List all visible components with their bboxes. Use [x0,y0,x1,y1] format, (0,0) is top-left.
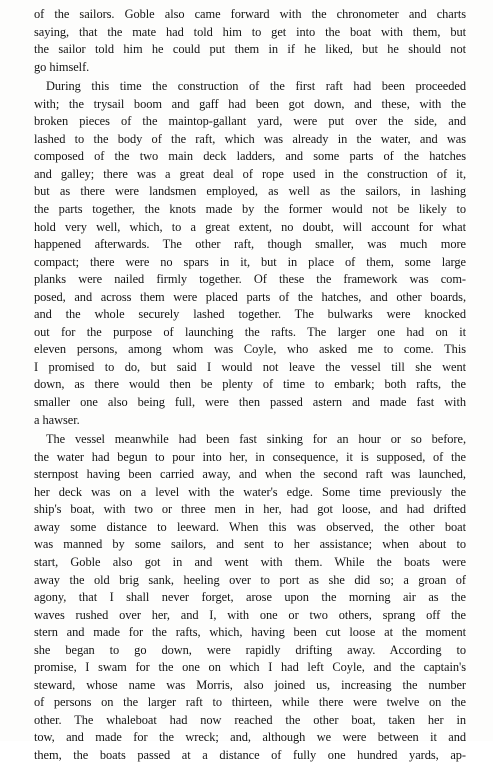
text-line: happened afterwards. The other raft, though smaller, was much more [34,237,466,252]
text-line: her deck was on a level with the water's edge. Some time previously the [34,484,466,499]
text-line: them, the boats passed at a distance of fully one hundred yards, ap- [34,747,466,762]
text-line: tow, and made for the wreck; and, although we were between it and [34,730,466,745]
text-line: out for the purpose of launching the rafts. The larger one had on it [34,324,466,339]
text-line: The vessel meanwhile had been fast sinking for an hour or so before, [46,432,466,447]
text-line: sternpost having been carried away, and when the second raft was launched, [34,467,466,482]
text-line: ship's boat, with two or three men in her, had got loose, and had drifted [34,502,466,517]
text-line: the parts together, the knots made by the former would not be likely to [34,202,466,217]
text-line: a hawser. [34,412,80,427]
text-line: was manned by some sailors, and sent to her assistance; when about to [34,537,466,552]
text-line: go himself. [34,59,90,74]
text-line: hold very well, which, to a great extent, no doubt, will account for what [34,219,466,234]
text-line: she began to go down, were rapidly drifting away. According to [34,642,466,657]
text-line: compact; there were no spars in it, but in place of them, some large [34,254,466,269]
text-line: broken pieces of the maintop-gallant yard, were put over the side, and [34,114,466,129]
text-line: lashed to the body of the raft, which was already in the water, and was [34,131,466,146]
text-line: During this time the construction of the first raft had been proceeded [46,79,466,94]
text-line: away the old brig sank, heeling over to port as she did so; a groan of [34,572,466,587]
text-line: eleven persons, among whom was Coyle, who asked me to come. This [34,342,466,357]
text-line: promise, I swam for the one on which I had left Coyle, and the captain's [34,660,466,675]
text-line: of persons on the larger raft to thirteen, while there were twelve on the [34,695,466,710]
text-line: planks were nailed firmly together. Of these the framework was com- [34,272,466,287]
text-line: of the sailors. Goble also came forward with the chronometer and charts [34,7,466,21]
text-line: I promised to do, but said I would not leave the vessel till she went [34,359,466,374]
text-line: with; the trysail boom and gaff had been got down, and these, with the [34,96,466,111]
text-line: the water had begun to pour into her, in consequence, it is supposed, of the [34,449,466,464]
text-line: composed of the two main deck ladders, and some parts of the hatches [34,149,466,164]
text-line: saying, that the mate had told him to get into the boat with them, but [34,24,466,39]
page-text-column [34,6,466,765]
text-line: posed, and across them were placed parts of the hatches, and other boards, [34,289,466,304]
text-line: the sailor told him he could put them in if he liked, but he should not [34,42,466,57]
paragraph-2 [34,78,466,429]
text-line: but as there were landsmen employed, as well as the sailors, in lashing [34,184,466,199]
text-line: stern and made for the rafts, which, having been cut loose at the moment [34,625,466,640]
text-line: steward, whose name was Morris, also joined us, increasing the number [34,677,466,692]
text-line: and the whole securely lashed together. The bulwarks were knocked [34,307,466,322]
paragraph-1 [34,6,466,76]
paragraph-3 [34,431,466,764]
text-line: smaller one also being full, were then passed astern and made fast with [34,395,466,410]
text-line: down, as there would then be plenty of time to embark; both rafts, the [34,377,466,392]
text-line: agony, that I shall never forget, arose upon the morning air as the [34,590,466,605]
text-line: and galley; there was a great deal of rope used in the construction of it, [34,166,466,181]
text-line: start, Goble also got in and went with them. While the boats were [34,554,466,569]
text-line: waves rushed over her, and I, with one or two others, sprang off the [34,607,466,622]
text-line: other. The whaleboat had now reached the other boat, taken her in [34,712,466,727]
text-line: away some distance to leeward. When this was observed, the other boat [34,519,466,534]
